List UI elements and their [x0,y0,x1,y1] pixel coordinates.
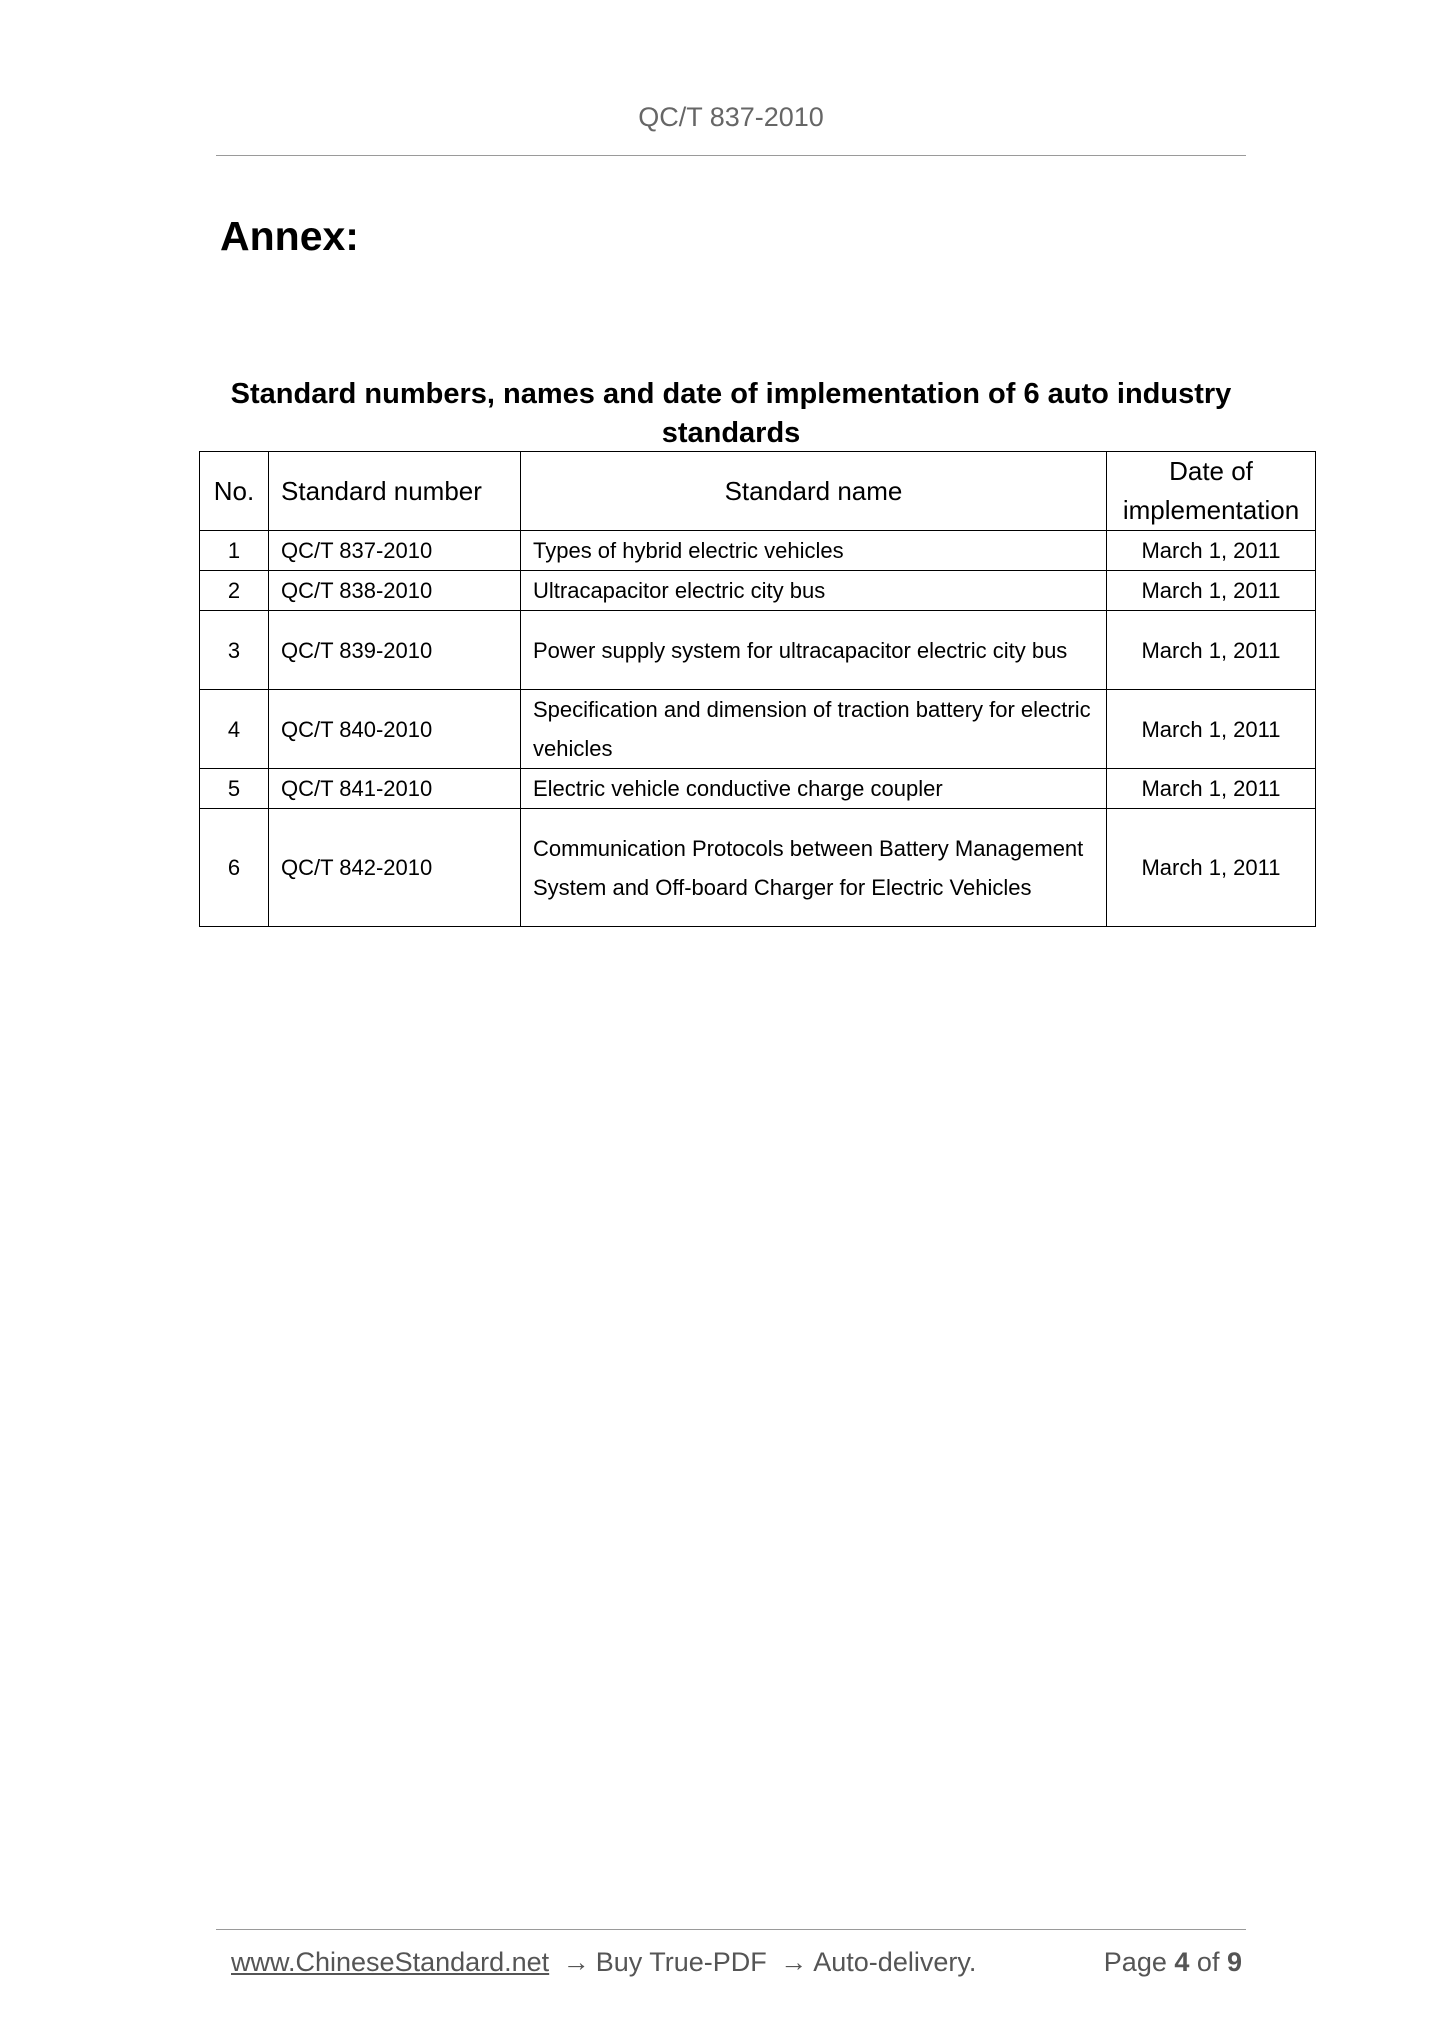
arrow-right-icon: → [780,1947,808,1977]
header-standard-name: Standard name [521,452,1107,531]
page-total: 9 [1226,1947,1242,1977]
cell-standard-number: QC/T 838-2010 [269,571,521,611]
cell-date: March 1, 2011 [1107,809,1316,927]
cell-standard-name: Electric vehicle conductive charge coupler [521,769,1107,809]
table-header-row [200,452,1316,531]
cell-date: March 1, 2011 [1107,571,1316,611]
footer-promo [231,1947,976,1978]
page-number [1104,1947,1242,1978]
standards-table [199,451,1316,927]
cell-standard-number: QC/T 840-2010 [269,690,521,769]
cell-standard-number: QC/T 837-2010 [269,531,521,571]
table-row [200,690,1316,769]
website-link[interactable]: www.ChineseStandard.net [231,1947,550,1977]
cell-no: 6 [200,809,269,927]
cell-date: March 1, 2011 [1107,769,1316,809]
footer-divider [216,1929,1246,1930]
cell-no: 2 [200,571,269,611]
cell-standard-name: Power supply system for ultracapacitor electric city bus [521,611,1107,690]
table-title: Standard numbers, names and date of implementation of 6 auto industry standards [230,378,1232,449]
table-row [200,809,1316,927]
cell-no: 1 [200,531,269,571]
header-standard-number: Standard number [269,452,521,531]
cell-date: March 1, 2011 [1107,611,1316,690]
buy-text: Buy True-PDF [595,1947,767,1977]
cell-standard-name: Ultracapacitor electric city bus [521,571,1107,611]
header-no: No. [200,452,269,531]
page-current: 4 [1174,1947,1190,1977]
table-row [200,571,1316,611]
cell-standard-name: Types of hybrid electric vehicles [521,531,1107,571]
cell-standard-name: Communication Protocols between Battery Management System and Off-board Charger for Electric Vehicles [521,809,1107,927]
cell-date: March 1, 2011 [1107,690,1316,769]
table-row [200,611,1316,690]
annex-heading: Annex: [220,213,359,259]
arrow-right-icon: → [562,1947,590,1977]
running-header: QC/T 837-2010 [638,102,824,132]
page-of: of [1196,1947,1220,1977]
cell-date: March 1, 2011 [1107,531,1316,571]
cell-standard-number: QC/T 839-2010 [269,611,521,690]
cell-standard-number: QC/T 842-2010 [269,809,521,927]
cell-no: 5 [200,769,269,809]
table-row [200,531,1316,571]
page-label: Page [1103,1947,1167,1977]
header-divider [216,155,1246,156]
cell-no: 4 [200,690,269,769]
cell-no: 3 [200,611,269,690]
cell-standard-name: Specification and dimension of traction battery for electric vehicles [521,690,1107,769]
cell-standard-number: QC/T 841-2010 [269,769,521,809]
header-date: Date of implementation [1107,452,1316,531]
delivery-text: Auto-delivery. [813,1947,977,1977]
table-row [200,769,1316,809]
